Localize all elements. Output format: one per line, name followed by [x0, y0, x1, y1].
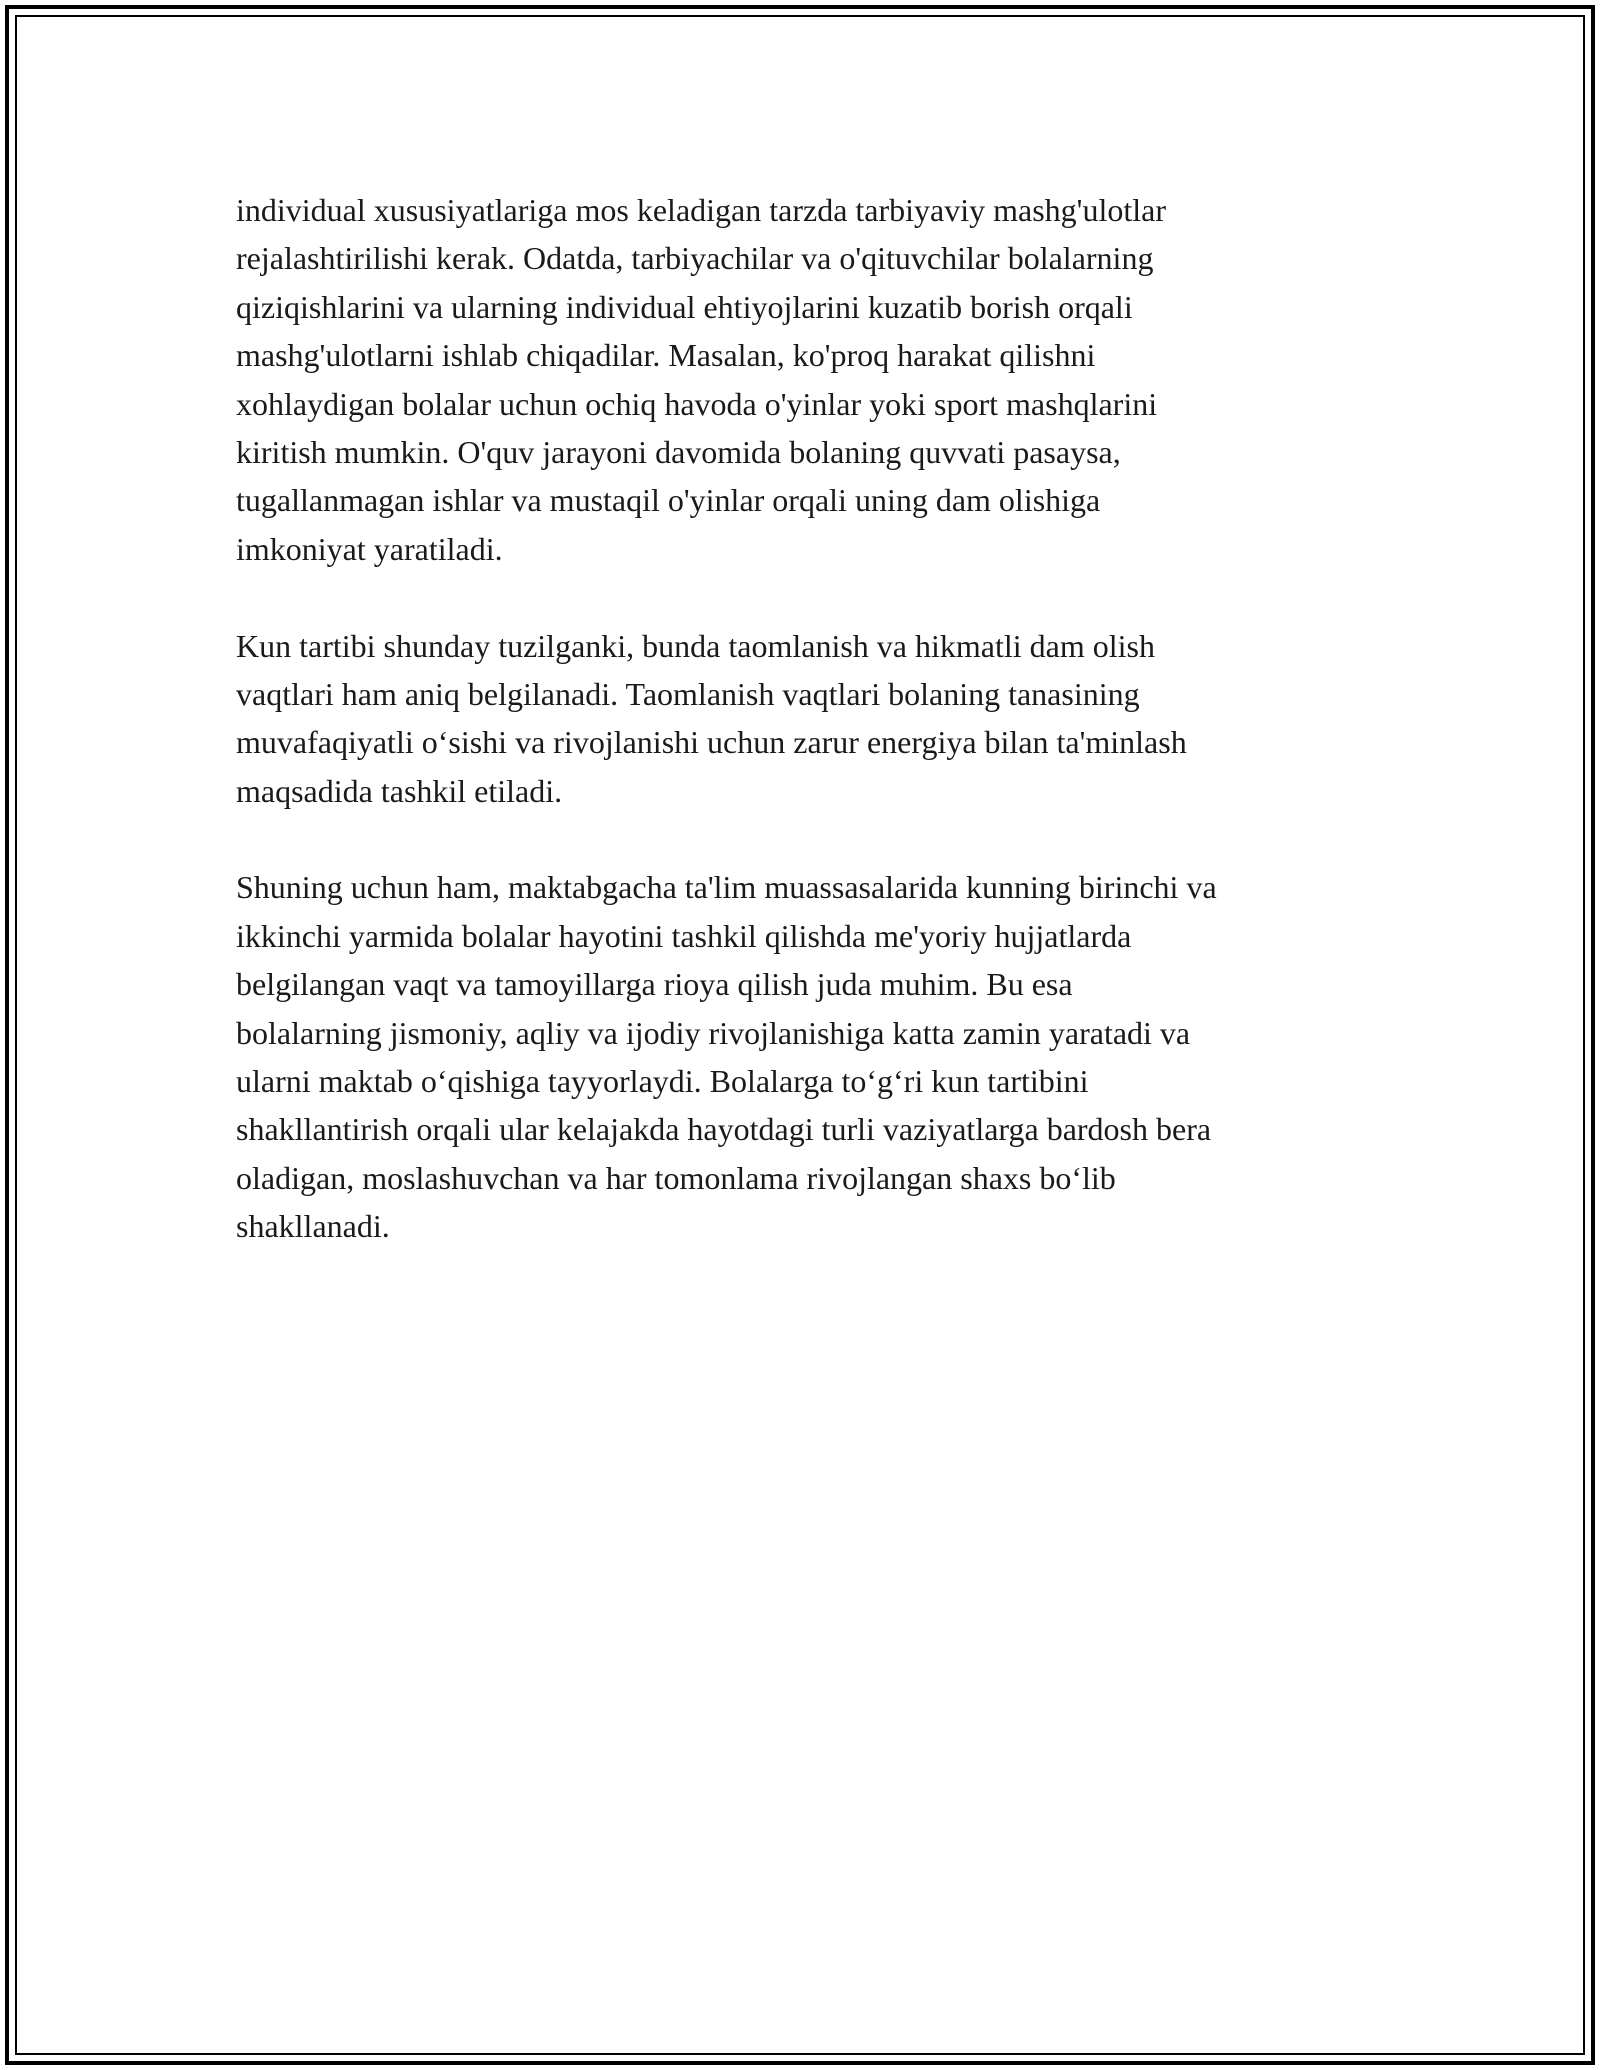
- paragraph-line: qiziqishlarini va ularning individual ehtiyojlarini kuzatib borish orqali: [236, 288, 1133, 325]
- paragraph-line: shakllantirish orqali ular kelajakda hayotdagi turli vaziyatlarga bardosh bera: [236, 1111, 1212, 1148]
- paragraph-1: [236, 186, 1376, 573]
- paragraph-line: individual xususiyatlariga mos keladigan tarzda tarbiyaviy mashg'ulotlar: [236, 192, 1166, 228]
- paragraph-line: ikkinchi yarmida bolalar hayotini tashkil qilishda me'yoriy hujjatlarda: [236, 917, 1132, 954]
- paragraph-line: mashg'ulotlarni ishlab chiqadilar. Masalan, ko'proq harakat qilishni: [236, 337, 1096, 374]
- paragraph-2: [236, 622, 1376, 816]
- paragraph-spacer: [236, 573, 1376, 621]
- paragraph-line: imkoniyat yaratiladi.: [236, 530, 503, 567]
- document-body: [236, 186, 1376, 1251]
- paragraph-line: bolalarning jismoniy, aqliy va ijodiy rivojlanishiga katta zamin yaratadi va: [236, 1014, 1191, 1051]
- paragraph-line: Shuning uchun ham, maktabgacha ta'lim muassasalarida kunning birinchi va: [236, 869, 1217, 906]
- paragraph-line: maqsadida tashkil etiladi.: [236, 772, 563, 809]
- paragraph-line: kiritish mumkin. O'quv jarayoni davomida bolaning quvvati pasaysa,: [236, 433, 1121, 470]
- paragraph-line: xohlaydigan bolalar uchun ochiq havoda o'yinlar yoki sport mashqlarini: [236, 385, 1158, 422]
- paragraph-line: muvafaqiyatli o‘sishi va rivojlanishi uchun zarur energiya bilan ta'minlash: [236, 724, 1187, 761]
- paragraph-line: shakllanadi.: [236, 1208, 390, 1245]
- paragraph-line: oladigan, moslashuvchan va har tomonlama rivojlangan shaxs bo‘lib: [236, 1159, 1116, 1196]
- paragraph-line: belgilangan vaqt va tamoyillarga rioya qilish juda muhim. Bu esa: [236, 966, 1073, 1003]
- paragraph-line: Kun tartibi shunday tuzilganki, bunda taomlanish va hikmatli dam olish: [236, 627, 1155, 664]
- paragraph-3: [236, 863, 1376, 1250]
- paragraph-spacer: [236, 815, 1376, 863]
- paragraph-line: ularni maktab o‘qishiga tayyorlaydi. Bolalarga to‘g‘ri kun tartibini: [236, 1063, 1089, 1100]
- paragraph-line: tugallanmagan ishlar va mustaqil o'yinlar orqali uning dam olishiga: [236, 482, 1101, 519]
- paragraph-line: vaqtlari ham aniq belgilanadi. Taomlanish vaqtlari bolaning tanasining: [236, 675, 1140, 712]
- paragraph-line: rejalashtirilishi kerak. Odatda, tarbiyachilar va o'qituvchilar bolalarning: [236, 240, 1154, 277]
